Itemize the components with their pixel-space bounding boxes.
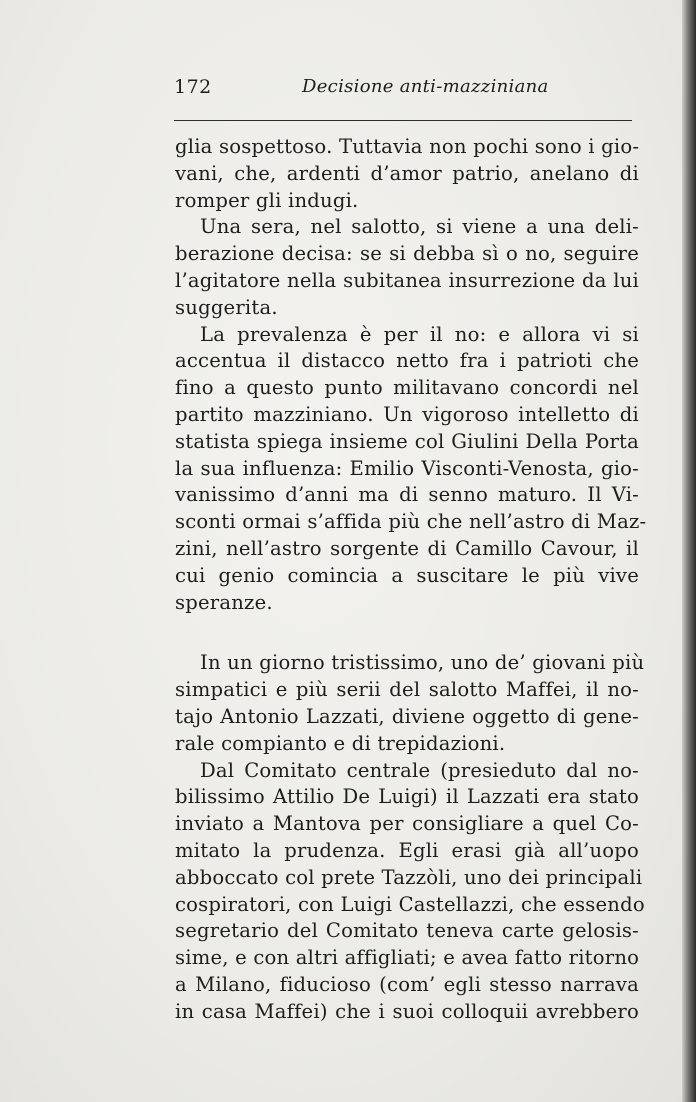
text-line: bilissimo Attilio De Luigi) il Lazzati era stato [175,785,639,809]
text-line: glia sospettoso. Tuttavia non pochi sono i gio- [175,135,640,158]
paragraph [175,650,645,757]
text-line: speranze. [175,590,273,614]
text-line: mitato la prudenza. Egli erasi già all’uopo [175,838,639,862]
text-line: vanissimo d’anni ma di senno maturo. Il Vi- [175,483,639,507]
text-line: la sua influenza: Emilio Visconti-Venosta, gio- [175,456,639,480]
text-line: a Milano, fiducioso (com’ egli stesso narrava [175,972,639,996]
text-line: simpatici e più serii del salotto Maffei, il no- [175,678,639,702]
text-line: accentua il distacco netto fra i patrioti che [175,349,639,373]
text-line: tajo Antonio Lazzati, diviene oggetto di gene- [175,704,639,728]
text-line: Una sera, nel salotto, si viene a una deli- [200,215,639,239]
text-line: zini, nell’astro sorgente di Camillo Cavour, il [175,536,639,560]
section-gap [175,616,639,650]
text-line: statista spiega insieme col Giulini Della Porta [175,429,639,453]
text-line: in casa Maffei) che i suoi colloquii avrebbero [175,999,639,1023]
page-header [174,76,632,106]
text-line: vani, che, ardenti d’amor patrio, anelano di [175,161,639,185]
text-line: partito mazziniano. Un vigoroso intelletto di [175,402,639,426]
text-line: sconti ormai s’affida più che nell’astro di Maz- [175,510,647,534]
paragraph [175,322,647,617]
text-line: cospiratori, con Luigi Castellazzi, che essendo [175,892,645,916]
header-rule [174,120,632,121]
text-line: rale compianto e di trepidazioni. [175,731,506,755]
paragraph [175,758,645,1026]
text-line: inviato a Mantova per consigliare a quel Co- [175,812,639,836]
text-line: fino a questo punto militavano concordi nel [175,376,639,400]
page-edge-shadow [682,0,696,1102]
paragraph [175,134,639,214]
text-line: Dal Comitato centrale (presieduto dal no- [200,758,639,782]
text-line: abboccato col prete Tazzòli, uno dei principali [175,865,643,889]
running-title: Decisione anti-mazziniana [302,76,549,97]
text-line: berazione decisa: se si debba sì o no, seguire [175,242,639,266]
text-line: segretario del Comitato teneva carte gelosis- [175,919,639,943]
text-line: In un giorno tristissimo, uno de’ giovani più [200,651,645,675]
text-line: suggerita. [175,295,278,319]
text-line: romper gli indugi. [175,188,359,212]
text-line: cui genio comincia a suscitare le più vive [175,563,639,587]
text-line: La prevalenza è per il no: e allora vi si [200,322,639,346]
page-number: 172 [174,76,212,98]
text-line: sime, e con altri affigliati; e avea fatto ritorno [175,946,640,970]
body-text [175,134,647,1026]
text-line: l’agitatore nella subitanea insurrezione da lui [175,268,639,292]
paragraph [175,214,639,321]
